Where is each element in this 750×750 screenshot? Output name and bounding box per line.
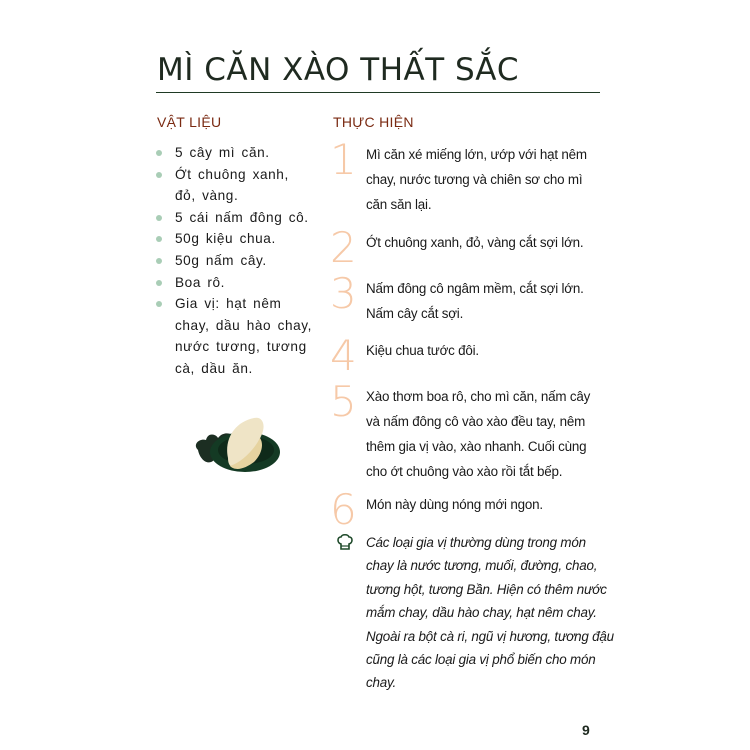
page-number: 9: [582, 722, 590, 738]
step-text: Nấm đông cô ngâm mềm, cắt sợi lớn. Nấm cây cắt sợi.: [366, 281, 584, 321]
bullet-icon: [156, 280, 162, 286]
step-number: 1: [330, 135, 357, 184]
ingredient-item: 50g nấm cây.: [155, 250, 315, 272]
ingredient-item: 50g kiệu chua.: [155, 228, 315, 250]
step-number: 6: [330, 485, 357, 534]
step-text: Ớt chuông xanh, đỏ, vàng cắt sợi lớn.: [366, 235, 584, 250]
step-number: 4: [330, 331, 357, 380]
ingredient-item: 5 cây mì căn.: [155, 142, 315, 164]
chef-hat-icon: [336, 533, 354, 551]
bullet-icon: [156, 172, 162, 178]
bullet-icon: [156, 258, 162, 264]
tip-text: Các loại gia vị thường dùng trong món chay là nước tương, muối, đường, chao, tương hột, tương Bần. Hiện có thêm nước mắm chay, dầu hào chay, hạt nêm chay. Ngoài ra bột cà ri, ngũ vị hương, tương đậu cũng là các loại gia vị phổ biến cho món chay.: [366, 535, 614, 691]
ingredient-item: Boa rô.: [155, 272, 315, 294]
title-divider: [156, 92, 600, 93]
ingredient-item: 5 cái nấm đông cô.: [155, 207, 315, 229]
bullet-icon: [156, 236, 162, 242]
step-number: 2: [330, 223, 357, 272]
dish-photo: [190, 410, 285, 480]
bullet-icon: [156, 150, 162, 156]
step-number: 5: [330, 377, 357, 426]
ingredients-list: [155, 142, 315, 380]
ingredient-item: Gia vị: hạt nêm chay, dầu hào chay, nước tương, tương cà, dầu ăn.: [155, 293, 315, 379]
ingredient-item: Ớt chuông xanh, đỏ, vàng.: [155, 164, 315, 207]
step-text: Mì căn xé miếng lớn, ướp với hạt nêm chay, nước tương và chiên sơ cho mì căn săn lại.: [366, 147, 587, 212]
bullet-icon: [156, 301, 162, 307]
ingredients-heading: VẬT LIỆU: [157, 114, 222, 130]
step-text: Kiệu chua tước đôi.: [366, 343, 479, 358]
step-text: Xào thơm boa rô, cho mì căn, nấm cây và nấm đông cô vào xào đều tay, nêm thêm gia vị vào, xào nhanh. Cuối cùng cho ớt chuông vào xào rồi tắt bếp.: [366, 389, 591, 479]
step-number: 3: [330, 269, 357, 318]
bullet-icon: [156, 215, 162, 221]
method-heading: THỰC HIỆN: [333, 114, 414, 130]
step-text: Món này dùng nóng mới ngon.: [366, 497, 543, 512]
page-title: MÌ CĂN XÀO THẤT SẮC: [157, 52, 520, 88]
